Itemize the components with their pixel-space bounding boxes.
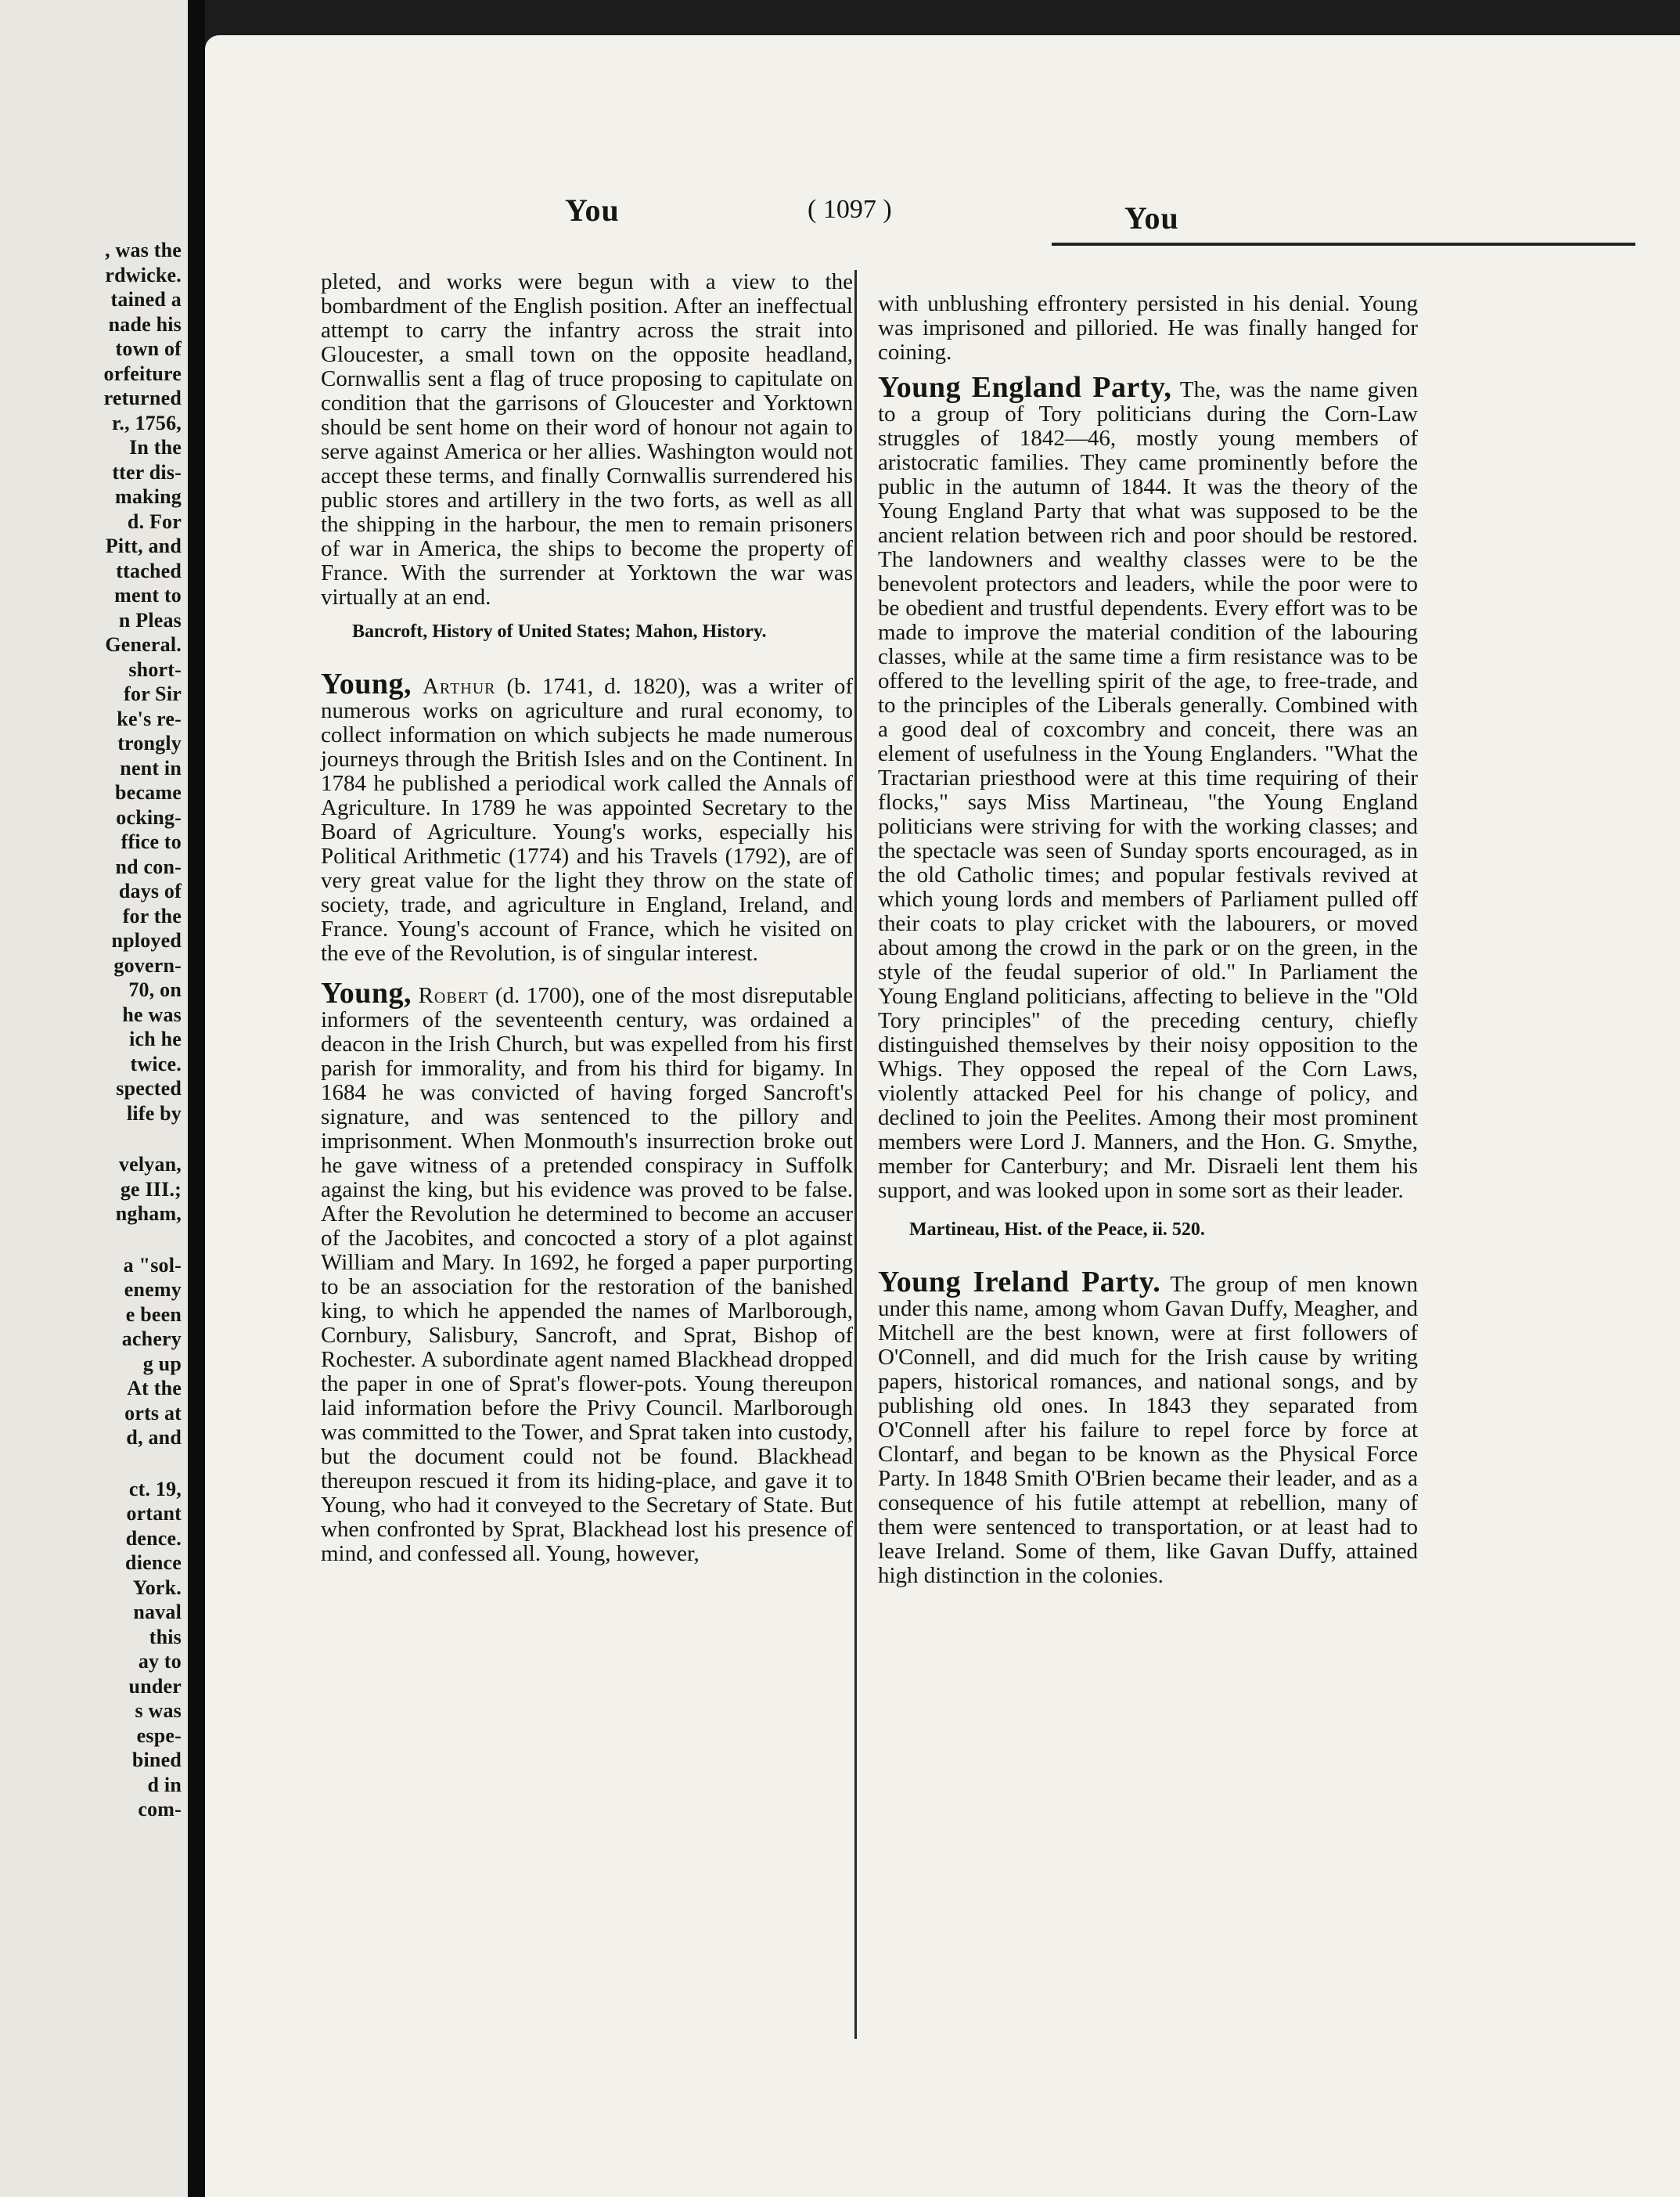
facing-page-line: d in [147, 1773, 182, 1796]
facing-page-line: bined [131, 1749, 182, 1771]
facing-page-line: rdwicke. [105, 263, 182, 286]
facing-page-line: ge III.; [120, 1177, 182, 1201]
book-gutter [188, 0, 205, 2197]
facing-page-line: ffice to [121, 830, 182, 853]
facing-page-line: ay to [138, 1650, 182, 1673]
facing-page-line: life by [126, 1101, 182, 1125]
facing-page-line: Pitt, and [105, 535, 182, 557]
facing-page-line: orts at [124, 1401, 182, 1424]
entry-text: (b. 1741, d. 1820), was a writer of numerous works on agriculture and rural economy, to collect information on which subjects he made numerous journeys through the British Isles and on the Continent. In 1784 he published a periodical work called the Annals of Agriculture. In 1789 he was appointed Secretary to the Board of Agriculture. Young's works, especially his Political Arithmetic (1774) and his Travels (1792), are of very great value for the light they throw on the state of society, trade, and agriculture in England, Ireland, and France. Young's account of France, which he visited on the eve of the Revolution, is of singular interest. [321, 674, 854, 966]
facing-page-line: ke's re- [117, 707, 182, 730]
facing-page-line: ttached [116, 559, 182, 582]
facing-page-line: returned [103, 387, 182, 409]
facing-page-line: d. For [127, 510, 182, 533]
facing-page-line: town of [115, 337, 182, 360]
running-head-right: You [1124, 200, 1179, 236]
facing-page-line: achery [121, 1327, 182, 1350]
facing-page-line: r., 1756, [112, 411, 182, 434]
facing-page-line: for the [122, 904, 182, 927]
facing-page-line: d, and [126, 1426, 182, 1449]
facing-page-line: ocking- [116, 805, 182, 829]
entry-text: (d. 1700), one of the most disreputable informers of the seventeenth century, was ordained a deacon in the Irish Church, but was expelled from his first parish for immorality, and from his third for bigamy. In 1684 he was convicted of having forged Sancroft's signature, and was sentenced to the pillory and imprisonment. When Monmouth's insurrection broke out he gave witness of a pretended conspiracy in Suffolk against the king, but his evidence was proved to be false. After the Revolution he determined to become an accuser of the Jacobites, and concocted a story of a plot against William and Mary. In 1692, he forged a paper purporting to be an association for the restoration of the banished king, to which he appended the names of Marlborough, Cornbury, Salisbury, Sancroft, and Sprat, Bishop of Rochester. A subordinate agent named Blackhead dropped the paper in one of Sprat's flower-pots. Young thereupon laid information before the Privy Council. Marlborough was committed to the Tower, and Sprat taken into custody, but the document could not be found. Blackhead thereupon rescued it from its hiding-place, and gave it to Young, who had it conveyed to the Secretary of State. But when confronted by Sprat, Blackhead lost his presence of mind, and confessed all. Young, however, [321, 983, 854, 1566]
entry-headword: Young England Party, [878, 371, 1172, 404]
entry-headword: Young, [321, 668, 412, 701]
entry-text: The group of men known under this name, among whom Gavan Duffy, Meagher, and Mitchell are the best known, were at first followers of O'Connell, and did much for the Irish cause by writing papers, historical romances, and national songs, and by publishing old ones. In 1843 they separated from O'Connell after his failure to repel force by force at Clontarf, and began to be known as the Physical Force Party. In 1848 Smith O'Brien became their leader, and as a consequence of his futile attempt at rebellion, many of them were sentenced to transportation, or at least had to leave Ireland. Some of them, like Gavan Duffy, attained high distinction in the colonies. [878, 1272, 1418, 1588]
page-1097 [205, 35, 1680, 2197]
continuation-text: with unblushing effrontery persisted in his denial. Young was imprisoned and pilloried. He was finally hanged for coining. [878, 291, 1418, 365]
facing-page-line: nade his [108, 312, 182, 336]
source-citation: Bancroft, History of United States; Mahon, History. [352, 621, 767, 642]
facing-page-line: trongly [117, 732, 182, 755]
facing-page-line: govern- [113, 953, 182, 977]
facing-page-line: orfeiture [103, 362, 182, 385]
facing-page-line: tter dis- [112, 460, 182, 484]
facing-page-line: velyan, [118, 1153, 182, 1176]
facing-page-line: enemy [124, 1278, 182, 1301]
facing-page-fragment [0, 0, 188, 2197]
entry-young-ireland-party [878, 1266, 1418, 1588]
facing-page-line: for Sir [124, 683, 182, 705]
source-citation: Martineau, Hist. of the Peace, ii. 520. [909, 1219, 1205, 1240]
entry-name: Robert [418, 983, 489, 1008]
facing-page-line: making [114, 485, 182, 508]
right-column [878, 292, 1418, 1604]
facing-page-line: nent in [120, 756, 182, 780]
facing-page-line: n Pleas [118, 608, 182, 632]
facing-page-line: twice. [130, 1052, 182, 1075]
facing-page-line: spected [116, 1077, 182, 1100]
facing-page-line: s was [135, 1699, 182, 1722]
facing-page-line: ngham, [115, 1202, 182, 1225]
entry-headword: Young Ireland Party. [878, 1266, 1161, 1298]
entry-young-robert [321, 977, 854, 1566]
facing-page-line: dence. [125, 1526, 182, 1550]
facing-page-line: ich he [129, 1028, 182, 1050]
header-rule [1052, 243, 1635, 246]
facing-page-line: com- [138, 1798, 182, 1821]
facing-page-line: General. [105, 633, 182, 656]
entry-headword: Young, [321, 977, 412, 1010]
facing-page-line: espe- [136, 1723, 182, 1747]
facing-page-line: ortant [126, 1502, 182, 1525]
facing-page-line: e been [125, 1302, 182, 1326]
facing-page-line: nd con- [115, 855, 182, 878]
entry-text: The, was the name given to a group of Tory politicians during the Corn-Law struggles of 1842—46, mostly young members of aristocratic families. They came prominently before the public in the autumn of 1844. It was the theory of the Young England Party that what was supposed to be the ancient relation between rich and poor should be restored. The landowners and wealthy classes were to be the benevolent protectors and leaders, while the poor were to be obedient and trustful dependents. Every effort was to be made to improve the material condition of the labouring classes, while at the same time a firm resistance was to be offered to the levelling spirit of the age, to free-trade, and to the principles of the Liberals generally. Combined with a good deal of coxcombry and conceit, there was an element of usefulness in the Young Englanders. "What the Tractarian priesthood were at this time requiring of their flocks," says Miss Martineau, "the Young England politicians were striving for with the working classes; and the spectacle was seen of Sunday sports encouraged, as in the old Catholic times; and popular festivals revived at which young lords and members of Parliament pulled off their coats to play cricket with the labourers, or moved about among the crowd in the park or on the green, in the style of the feudal superior of old." In Parliament the Young England politicians, affecting to believe in the "Old Tory principles" of the preceding century, chiefly distinguished themselves by their noisy opposition to the Whigs. They opposed the repeal of the Corn Laws, violently attacked Peel for his change of policy, and declined to join the Peelites. Among their most prominent members were Lord J. Manners, and the Hon. G. Smythe, member for Canterbury; and Mr. Disraeli lent them his support, and was looked upon in some sort as their leader. [878, 377, 1418, 1203]
column-divider [854, 270, 857, 2039]
facing-page-line: g up [142, 1352, 182, 1375]
facing-page-line: 70, on [128, 978, 182, 1001]
facing-page-line: ment to [114, 584, 182, 607]
entry-name: Arthur [422, 674, 496, 699]
facing-page-line: short- [128, 657, 182, 681]
facing-page-line: this [149, 1625, 182, 1648]
facing-page-line: tained a [110, 288, 182, 311]
page-number: ( 1097 ) [808, 195, 892, 224]
facing-page-line: At the [127, 1377, 182, 1399]
facing-page-line: dience [125, 1551, 182, 1574]
facing-page-line: naval [133, 1601, 182, 1623]
facing-page-line: In the [129, 436, 182, 459]
facing-page-line: became [115, 781, 182, 804]
facing-page-line: he was [122, 1003, 182, 1026]
facing-page-line: nployed [111, 929, 182, 952]
facing-page-line: days of [118, 880, 182, 902]
facing-page-line: under [128, 1674, 182, 1698]
facing-page-line: a "sol- [123, 1253, 182, 1277]
facing-page-line: , was the [105, 239, 182, 261]
facing-page-line: York. [132, 1576, 182, 1599]
left-column [321, 270, 853, 1582]
facing-page-line: ct. 19, [128, 1477, 182, 1500]
entry-young-england-party [878, 371, 1418, 1203]
entry-young-arthur [321, 668, 854, 966]
running-head-left: You [565, 193, 620, 228]
continuation-text: pleted, and works were begun with a view to the bombardment of the English position. After an ineffectual attempt to carry the infantry across the strait into Gloucester, a small town on the opposite headland, Cornwallis sent a flag of truce proposing to capitulate on condition that the garrisons of Gloucester and Yorktown should be sent home on their word of honour not again to serve against America or her allies. Washington would not accept these terms, and finally Cornwallis surrendered his public stores and artillery in the two forts, as well as all the shipping in the harbour, the men to remain prisoners of war in America, the ships to become the property of France. With the surrender at Yorktown the war was virtually at an end. [321, 269, 853, 610]
